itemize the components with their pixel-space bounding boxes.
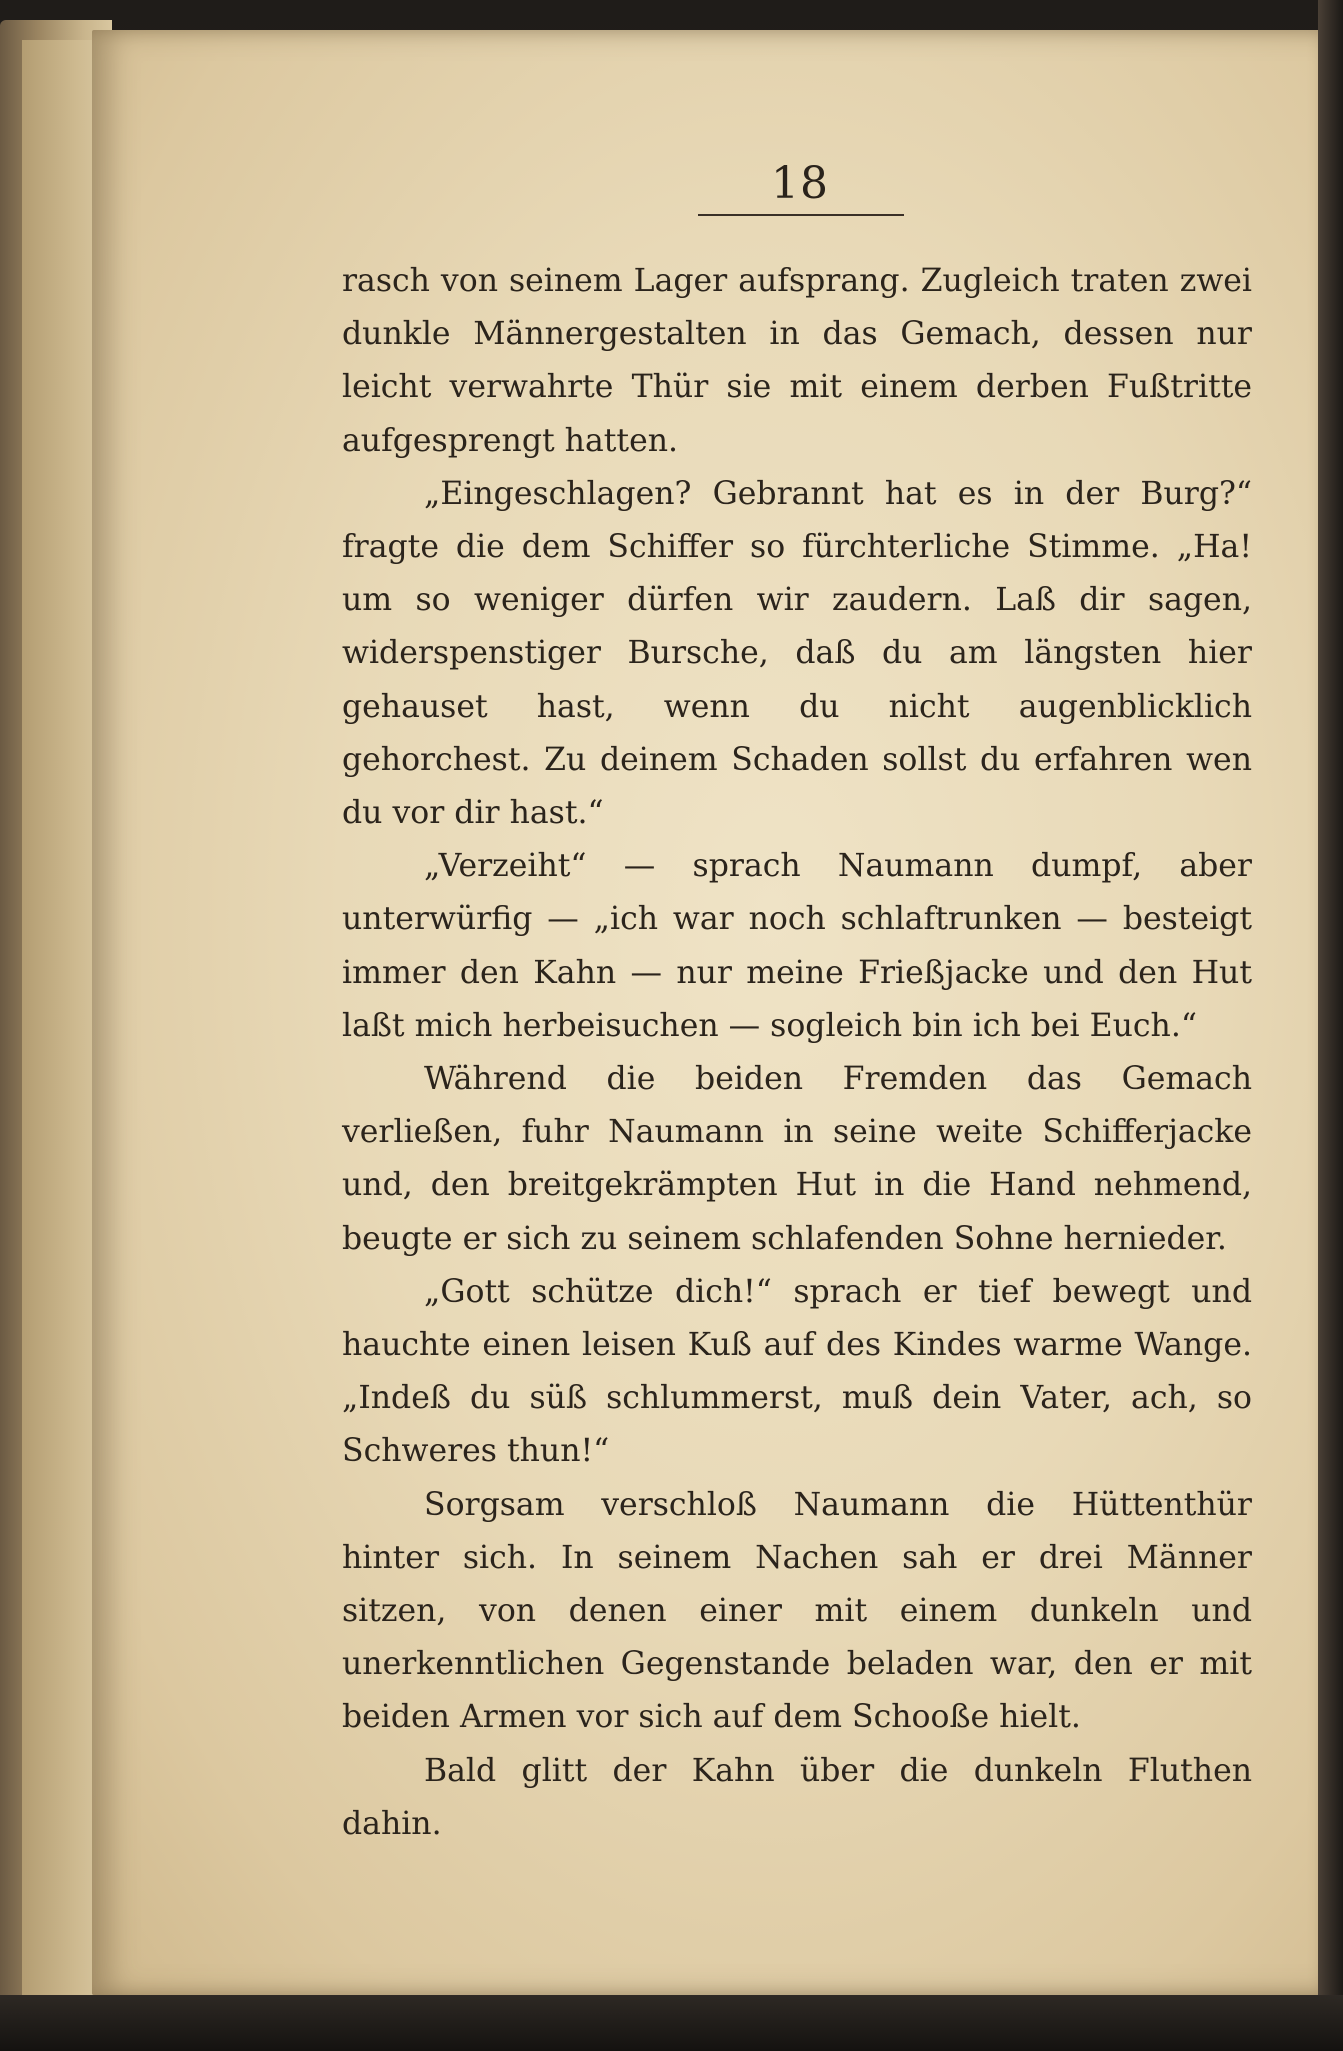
paragraph: Sorgsam verschloß Naumann die Hüttenthür hinter sich. In seinem Nachen sah er drei Männer sitzen, von denen einer mit einem dunkeln und unerkenntlichen Gegenstande beladen war, den er mit beiden Armen vor sich auf dem Schooße hielt. bbox=[342, 1486, 1252, 1736]
paragraph: „Verzeiht“ — sprach Naumann dumpf, aber unterwürfig — „ich war noch schlaftrunken — besteigt immer den Kahn — nur meine Frießjacke und den Hut laßt mich herbeisuchen — sogleich bin ich bei Euch.“ bbox=[342, 848, 1252, 1044]
right-edge-shadow bbox=[1318, 0, 1343, 2051]
paragraph: „Gott schütze dich!“ sprach er tief bewegt und hauchte einen leisen Kuß auf des Kindes warme Wange. „Indeß du süß schlummerst, muß dein Vater, ach, so Schweres thun!“ bbox=[342, 1273, 1252, 1470]
paragraph: rasch von seinem Lager aufsprang. Zugleich traten zwei dunkle Männergestalten in das Gemach, dessen nur leicht verwahrte Thür sie mit einem derben Fußtritte aufgesprengt hatten. bbox=[342, 263, 1252, 459]
paragraph: Während die beiden Fremden das Gemach verließen, fuhr Naumann in seine weite Schifferjacke und, den breitgekrämpten Hut in die Hand nehmend, beugte er sich zu seinem schlafenden Sohne hernieder. bbox=[342, 1061, 1252, 1257]
paragraph: Bald glitt der Kahn über die dunkeln Fluthen dahin. bbox=[342, 1752, 1252, 1842]
page-number-rule bbox=[698, 214, 904, 216]
page-number: 18 bbox=[771, 158, 829, 209]
bottom-edge-shadow bbox=[0, 1995, 1343, 2051]
body-text bbox=[342, 255, 1252, 1851]
paragraph: „Eingeschlagen? Gebrannt hat es in der Burg?“ fragte die dem Schiffer so fürchterliche Stimme. „Ha! um so weniger dürfen wir zaudern. Laß dir sagen, widerspenstiger Bursche, daß du am längsten hier gehauset hast, wenn du nicht augenblicklich gehorchest. Zu deinem Schaden sollst du erfahren wen du vor dir hast.“ bbox=[342, 475, 1252, 832]
